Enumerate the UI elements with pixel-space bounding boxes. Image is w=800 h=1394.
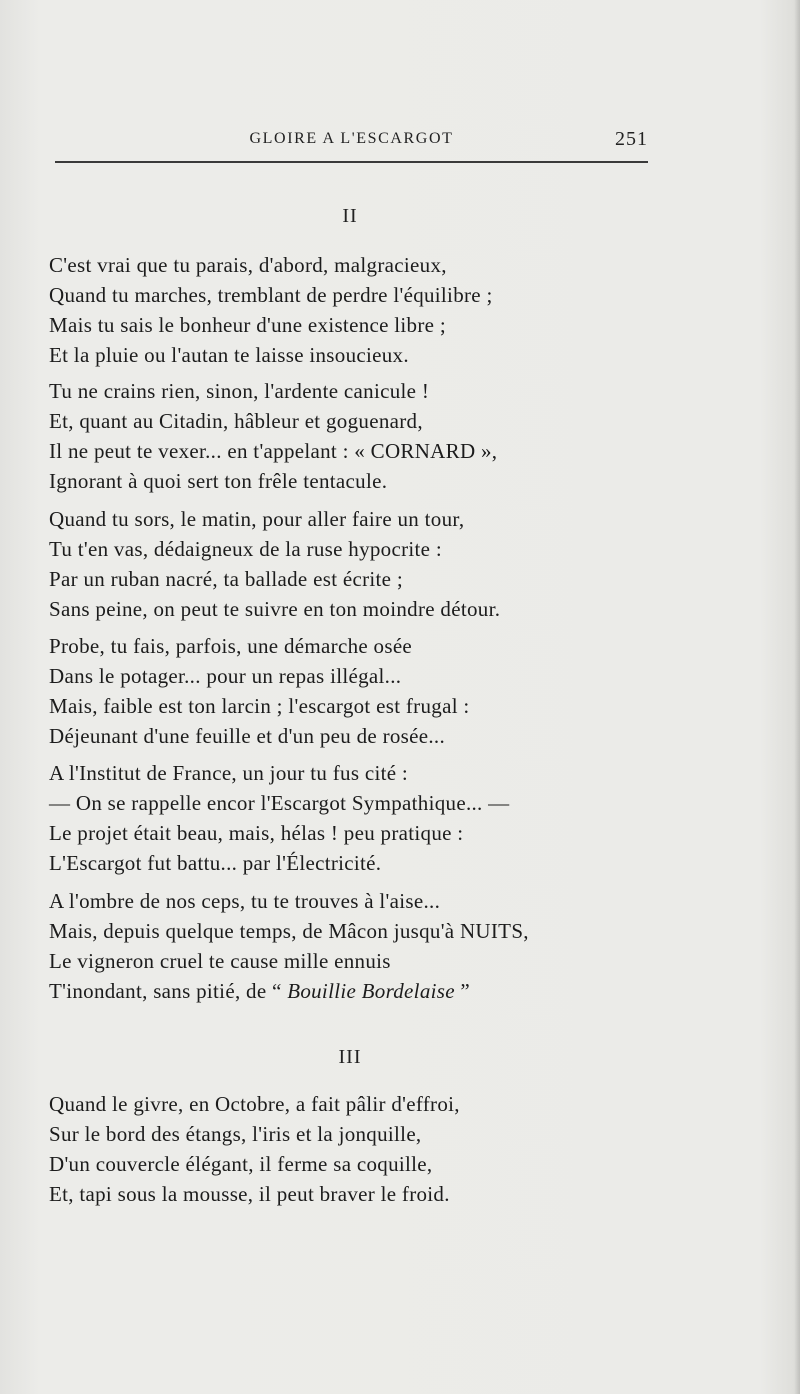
stanza [49,376,649,496]
verse-line: A l'ombre de nos ceps, tu te trouves à l'aise... [49,889,441,913]
verse-line: L'Escargot fut battu... par l'Électricité. [49,851,382,875]
section-numeral-iii: III [338,1046,362,1068]
verse-line: Par un ruban nacré, ta ballade est écrite ; [49,567,403,591]
verse-line: Quand tu marches, tremblant de perdre l'équilibre ; [49,283,493,307]
verse-line: Quand le givre, en Octobre, a fait pâlir d'effroi, [49,1092,460,1116]
verse-line: Le vigneron cruel te cause mille ennuis [49,949,391,973]
verse-line: Il ne peut te vexer... en t'appelant : « CORNARD », [49,439,498,463]
verse-line: Et la pluie ou l'autan te laisse insoucieux. [49,343,409,367]
verse-line-last [49,976,649,1006]
verse-line: — On se rappelle encor l'Escargot Sympathique... — [49,791,510,815]
verse-line: Déjeunant d'une feuille et d'un peu de rosée... [49,724,446,748]
page-edge-shadow [794,0,800,1394]
verse-line: C'est vrai que tu parais, d'abord, malgracieux, [49,253,447,277]
verse-line: Mais, depuis quelque temps, de Mâcon jusqu'à NUITS, [49,919,529,943]
header-rule [55,161,648,163]
open-quote: “ [272,979,282,1003]
stanza [49,1089,649,1209]
verse-line: Sur le bord des étangs, l'iris et la jonquille, [49,1122,422,1146]
section-numeral-ii: II [342,205,358,227]
page-number: 251 [615,128,648,150]
verse-line: Tu t'en vas, dédaigneux de la ruse hypocrite : [49,537,442,561]
close-quote: ” [454,979,471,1003]
verse-line: Tu ne crains rien, sinon, l'ardente canicule ! [49,379,430,403]
verse-line: Et, quant au Citadin, hâbleur et goguenard, [49,409,423,433]
verse-line: Mais, faible est ton larcin ; l'escargot est frugal : [49,694,470,718]
stanza [49,250,649,370]
stanza [49,504,649,624]
verse-line: Quand tu sors, le matin, pour aller faire un tour, [49,507,465,531]
verse-line: Le projet était beau, mais, hélas ! peu pratique : [49,821,464,845]
running-title: GLOIRE A L'ESCARGOT [249,130,454,147]
italic-phrase: Bouillie Bordelaise [287,979,455,1003]
verse-line: Ignorant à quoi sert ton frêle tentacule. [49,469,388,493]
verse-line: Mais tu sais le bonheur d'une existence libre ; [49,313,446,337]
verse-line: Et, tapi sous la mousse, il peut braver le froid. [49,1182,450,1206]
verse-line: D'un couvercle élégant, il ferme sa coquille, [49,1152,433,1176]
verse-line: Dans le potager... pour un repas illégal... [49,664,402,688]
verse-line: A l'Institut de France, un jour tu fus cité : [49,761,409,785]
stanza [49,758,649,878]
verse-line: Sans peine, on peut te suivre en ton moindre détour. [49,597,501,621]
page-header [55,128,648,164]
verse-line: Probe, tu fais, parfois, une démarche osée [49,634,413,658]
stanza [49,886,649,1006]
verse-line-start: T'inondant, sans pitié, de [49,979,273,1003]
stanza [49,631,649,751]
